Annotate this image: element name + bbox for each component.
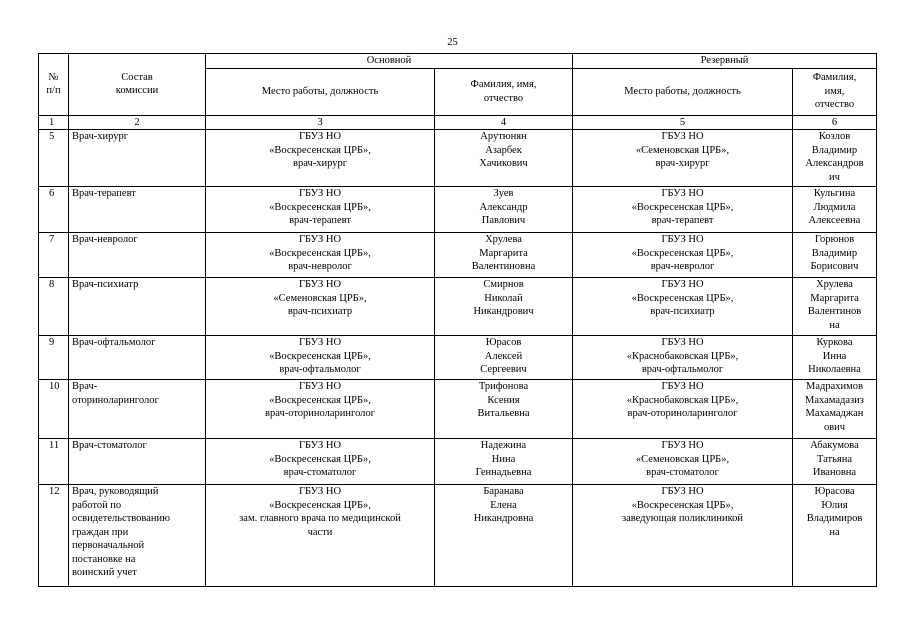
header-reserve-group: Резервный <box>573 54 877 69</box>
table-row <box>39 278 877 336</box>
row-number: 10 <box>39 380 69 439</box>
row-specialty: Врач-офтальмолог <box>69 336 206 380</box>
table-row <box>39 336 877 380</box>
row-reserve-workplace: ГБУЗ НО «Семеновская ЦРБ», врач-хирург <box>573 130 793 187</box>
row-main-name: Надежина Нина Геннадьевна <box>435 439 573 485</box>
table-row <box>39 187 877 233</box>
row-reserve-name: Горюнов Владимир Борисович <box>793 233 877 278</box>
row-number: 6 <box>39 187 69 233</box>
row-specialty: Врач-психиатр <box>69 278 206 336</box>
row-main-name: Юрасов Алексей Сергеевич <box>435 336 573 380</box>
column-number: 1 <box>39 115 69 130</box>
row-main-name: Зуев Александр Павлович <box>435 187 573 233</box>
row-reserve-workplace: ГБУЗ НО «Воскресенская ЦРБ», врач-невролог <box>573 233 793 278</box>
row-main-workplace: ГБУЗ НО «Воскресенская ЦРБ», врач-офтальмолог <box>206 336 435 380</box>
row-reserve-name: Куркова Инна Николаевна <box>793 336 877 380</box>
row-main-name: Арутюнян Азарбек Хачикович <box>435 130 573 187</box>
column-number-row <box>39 115 877 130</box>
row-main-name: Смирнов Николай Никандрович <box>435 278 573 336</box>
header-num: № п/п <box>39 54 69 116</box>
row-number: 8 <box>39 278 69 336</box>
row-main-workplace: ГБУЗ НО «Воскресенская ЦРБ», зам. главного врача по медицинской части <box>206 485 435 587</box>
row-reserve-name: Кульгина Людмила Алексеевна <box>793 187 877 233</box>
row-reserve-name: Хрулева Маргарита Валентинов на <box>793 278 877 336</box>
header-row-groups <box>39 54 877 69</box>
table-row <box>39 233 877 278</box>
header-main-name: Фамилия, имя, отчество <box>435 68 573 115</box>
row-main-workplace: ГБУЗ НО «Воскресенская ЦРБ», врач-терапевт <box>206 187 435 233</box>
row-reserve-workplace: ГБУЗ НО «Краснобаковская ЦРБ», врач-оториноларинголог <box>573 380 793 439</box>
column-number: 4 <box>435 115 573 130</box>
row-reserve-name: Козлов Владимир Александров ич <box>793 130 877 187</box>
row-reserve-name: Юрасова Юлия Владимиров на <box>793 485 877 587</box>
row-number: 9 <box>39 336 69 380</box>
row-reserve-name: Абакумова Татьяна Ивановна <box>793 439 877 485</box>
column-number: 2 <box>69 115 206 130</box>
row-main-name: Баранава Елена Никандровна <box>435 485 573 587</box>
row-number: 12 <box>39 485 69 587</box>
commission-table <box>38 53 877 587</box>
header-composition: Состав комиссии <box>69 54 206 116</box>
row-specialty: Врач-стоматолог <box>69 439 206 485</box>
header-reserve-name: Фамилия, имя, отчество <box>793 68 877 115</box>
row-main-name: Трифонова Ксения Витальевна <box>435 380 573 439</box>
table-row <box>39 130 877 187</box>
row-main-workplace: ГБУЗ НО «Воскресенская ЦРБ», врач-оториноларинголог <box>206 380 435 439</box>
row-number: 5 <box>39 130 69 187</box>
row-reserve-workplace: ГБУЗ НО «Воскресенская ЦРБ», врач-психиатр <box>573 278 793 336</box>
page-number: 25 <box>447 37 458 48</box>
column-number: 3 <box>206 115 435 130</box>
table-row <box>39 439 877 485</box>
row-main-workplace: ГБУЗ НО «Воскресенская ЦРБ», врач-невролог <box>206 233 435 278</box>
row-specialty: Врач-хирург <box>69 130 206 187</box>
row-specialty: Врач- оториноларинголог <box>69 380 206 439</box>
row-reserve-workplace: ГБУЗ НО «Воскресенская ЦРБ», врач-терапевт <box>573 187 793 233</box>
column-number: 6 <box>793 115 877 130</box>
row-reserve-workplace: ГБУЗ НО «Воскресенская ЦРБ», заведующая поликлиникой <box>573 485 793 587</box>
row-main-workplace: ГБУЗ НО «Семеновская ЦРБ», врач-психиатр <box>206 278 435 336</box>
row-reserve-workplace: ГБУЗ НО «Семеновская ЦРБ», врач-стоматолог <box>573 439 793 485</box>
row-specialty: Врач-невролог <box>69 233 206 278</box>
header-reserve-workplace: Место работы, должность <box>573 68 793 115</box>
row-specialty: Врач, руководящий работой по освидетельствованию граждан при первоначальной постановке на воинский учет <box>69 485 206 587</box>
row-specialty: Врач-терапевт <box>69 187 206 233</box>
row-reserve-name: Мадрахимов Махамадазиз Махамаджан ович <box>793 380 877 439</box>
row-number: 7 <box>39 233 69 278</box>
table-row <box>39 485 877 587</box>
row-main-workplace: ГБУЗ НО «Воскресенская ЦРБ», врач-стоматолог <box>206 439 435 485</box>
row-reserve-workplace: ГБУЗ НО «Краснобаковская ЦРБ», врач-офтальмолог <box>573 336 793 380</box>
row-main-workplace: ГБУЗ НО «Воскресенская ЦРБ», врач-хирург <box>206 130 435 187</box>
row-number: 11 <box>39 439 69 485</box>
row-main-name: Хрулева Маргарита Валентиновна <box>435 233 573 278</box>
header-main-group: Основной <box>206 54 573 69</box>
table-row <box>39 380 877 439</box>
header-main-workplace: Место работы, должность <box>206 68 435 115</box>
column-number: 5 <box>573 115 793 130</box>
